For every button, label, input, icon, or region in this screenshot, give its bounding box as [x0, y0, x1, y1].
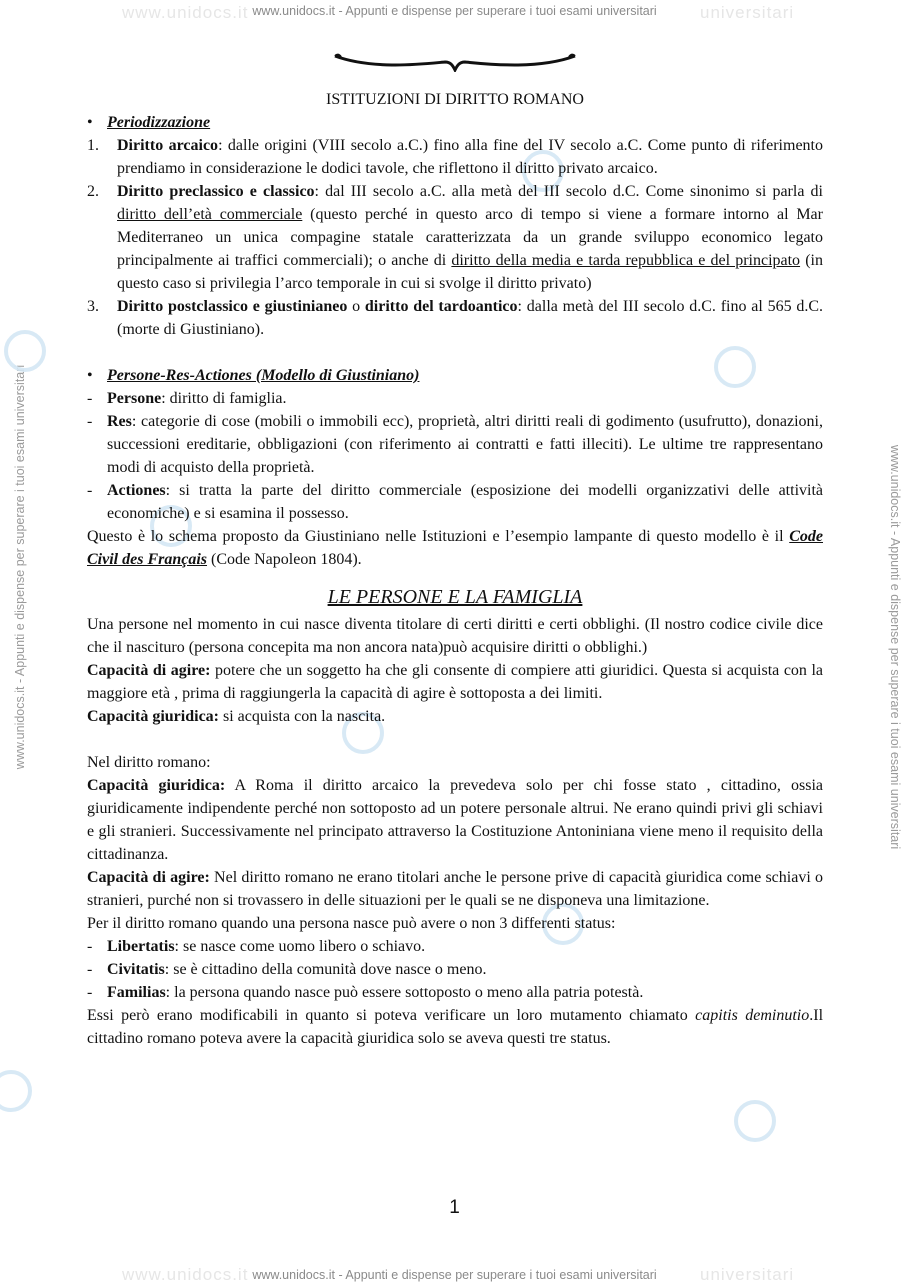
list-item: 3. Diritto postclassico e giustinianeo o diritto del tardoantico: dalla metà del III secolo d.C. fino al 565 d.C. (morte di Giustiniano). [87, 298, 824, 338]
paragraph: Nel diritto romano: [87, 754, 211, 771]
list-item: - Actiones: si tratta la parte del diritto commerciale (esposizione dei modelli organizzativi delle attività economiche) e si esamina il possesso. [87, 482, 823, 522]
paragraph: Una persone nel momento in cui nasce diventa titolare di certi diritti e certi obblighi. (Il nostro codice civile dice che il nascituro (persona concepita ma non ancora nata)può acquisire diritti o obblighi.) [87, 616, 823, 656]
watermark-logo-icon [4, 330, 46, 372]
watermark-logo-icon [734, 1100, 776, 1142]
list-item: - Res: categorie di cose (mobili o immobili ecc), proprietà, altri diritti reali di godimento (usufrutto), donazioni, successioni ereditarie, obbligazioni (con riferimento ai contratti e fatti illeciti). Le ultime tre rappresentano modi di acquisto della proprietà. [87, 413, 823, 476]
watermark-logo-icon [0, 1070, 32, 1112]
bullet-icon: • [87, 114, 93, 131]
document-body [87, 88, 823, 1050]
watermark-ghost-left: www.unidocs.it [122, 3, 249, 22]
page-number: 1 [449, 1197, 460, 1218]
paragraph: Essi però erano modificabili in quanto si poteva verificare un loro mutamento chiamato capitis deminutio.Il cittadino romano poteva avere la capacità giuridica solo se aveva questi tre status. [87, 1007, 824, 1047]
list-item: - Familias: la persona quando nasce può essere sottoposto o meno alla patria potestà. [87, 984, 644, 1001]
list-item: 2. Diritto preclassico e classico: dal III secolo a.C. alla metà del III secolo d.C. Come sinonimo si parla di diritto dell’età commerciale (questo perché in questo arco di tempo si viene a formare intorno al Mar Mediterraneo un unica compagine statale caratterizzata da un grande sviluppo economico legato principalmente ai traffici commerciali); o anche di diritto della media e tarda repubblica e del principato (in questo caso si privilegia l’arco temporale in cui si svolge il diritto privato) [87, 183, 823, 292]
ornament-divider-icon [333, 50, 577, 72]
periodizzazione-heading: • Periodizzazione [87, 111, 823, 134]
list-item: - Persone: diritto di famiglia. [87, 390, 287, 407]
paragraph: Capacità giuridica: si acquista con la nascita. [87, 708, 386, 725]
list-item: - Libertatis: se nasce come uomo libero o schiavo. [87, 938, 426, 955]
list-item: 1. Diritto arcaico: dalle origini (VIII secolo a.C.) fino alla fine del IV secolo a.C. Come punto di riferimento prendiamo in considerazione le dodici tavole, che riflettono il diritto privato arcaico. [87, 137, 823, 177]
watermark-ghost-right-bottom: universitari [700, 1265, 795, 1284]
paragraph: Per il diritto romano quando una persona nasce può avere o non 3 differenti status: [87, 915, 616, 932]
watermark-ghost-left-bottom: www.unidocs.it [122, 1265, 249, 1284]
bullet-icon: • [87, 367, 93, 384]
watermark-right-side: www.unidocs.it - Appunti e dispense per superare i tuoi esami universitari [888, 444, 902, 850]
watermark-bottom: www.unidocs.it - Appunti e dispense per superare i tuoi esami universitari [252, 1268, 657, 1282]
paragraph: Capacità giuridica: A Roma il diritto arcaico la prevedeva solo per chi fosse stato , cittadino, ossia giuridicamente indipendente perché non sottoposto ad un potere personale altrui. Ne erano quindi privi gli schiavi e gli stranieri. Successivamente nel principato attraverso la Costituzione Antoniniana viene meno il requisito della cittadinanza. [87, 777, 823, 863]
modello-heading: • Persone-Res-Actiones (Modello di Giustiniano) [87, 364, 823, 387]
watermark-top: www.unidocs.it - Appunti e dispense per superare i tuoi esami universitari [252, 4, 657, 18]
watermark-ghost-right: universitari [700, 3, 795, 22]
paragraph: Capacità di agire: potere che un soggetto ha che gli consente di compiere atti giuridici. Questa si acquista con la maggiore età , prima di raggiungerla la capacità di agire è sottoposta a dei limiti. [87, 662, 824, 702]
modello-closing-paragraph: Questo è lo schema proposto da Giustiniano nelle Istituzioni e l’esempio lampante di questo modello è il Code Civil des Français (Code Napoleon 1804). [87, 528, 823, 568]
section-title: LE PERSONE E LA FAMIGLIA [327, 586, 583, 608]
paragraph: Capacità di agire: Nel diritto romano ne erano titolari anche le persone prive di capacità giuridica come schiavi o stranieri, purché non si trovassero in delle situazioni per le quali se ne disponeva una limitazione. [87, 869, 824, 909]
list-item: - Civitatis: se è cittadino della comunità dove nasce o meno. [87, 961, 487, 978]
watermark-left-side: www.unidocs.it - Appunti e dispense per superare i tuoi esami universitari [13, 364, 27, 770]
document-title: ISTITUZIONI DI DIRITTO ROMANO [326, 91, 584, 108]
